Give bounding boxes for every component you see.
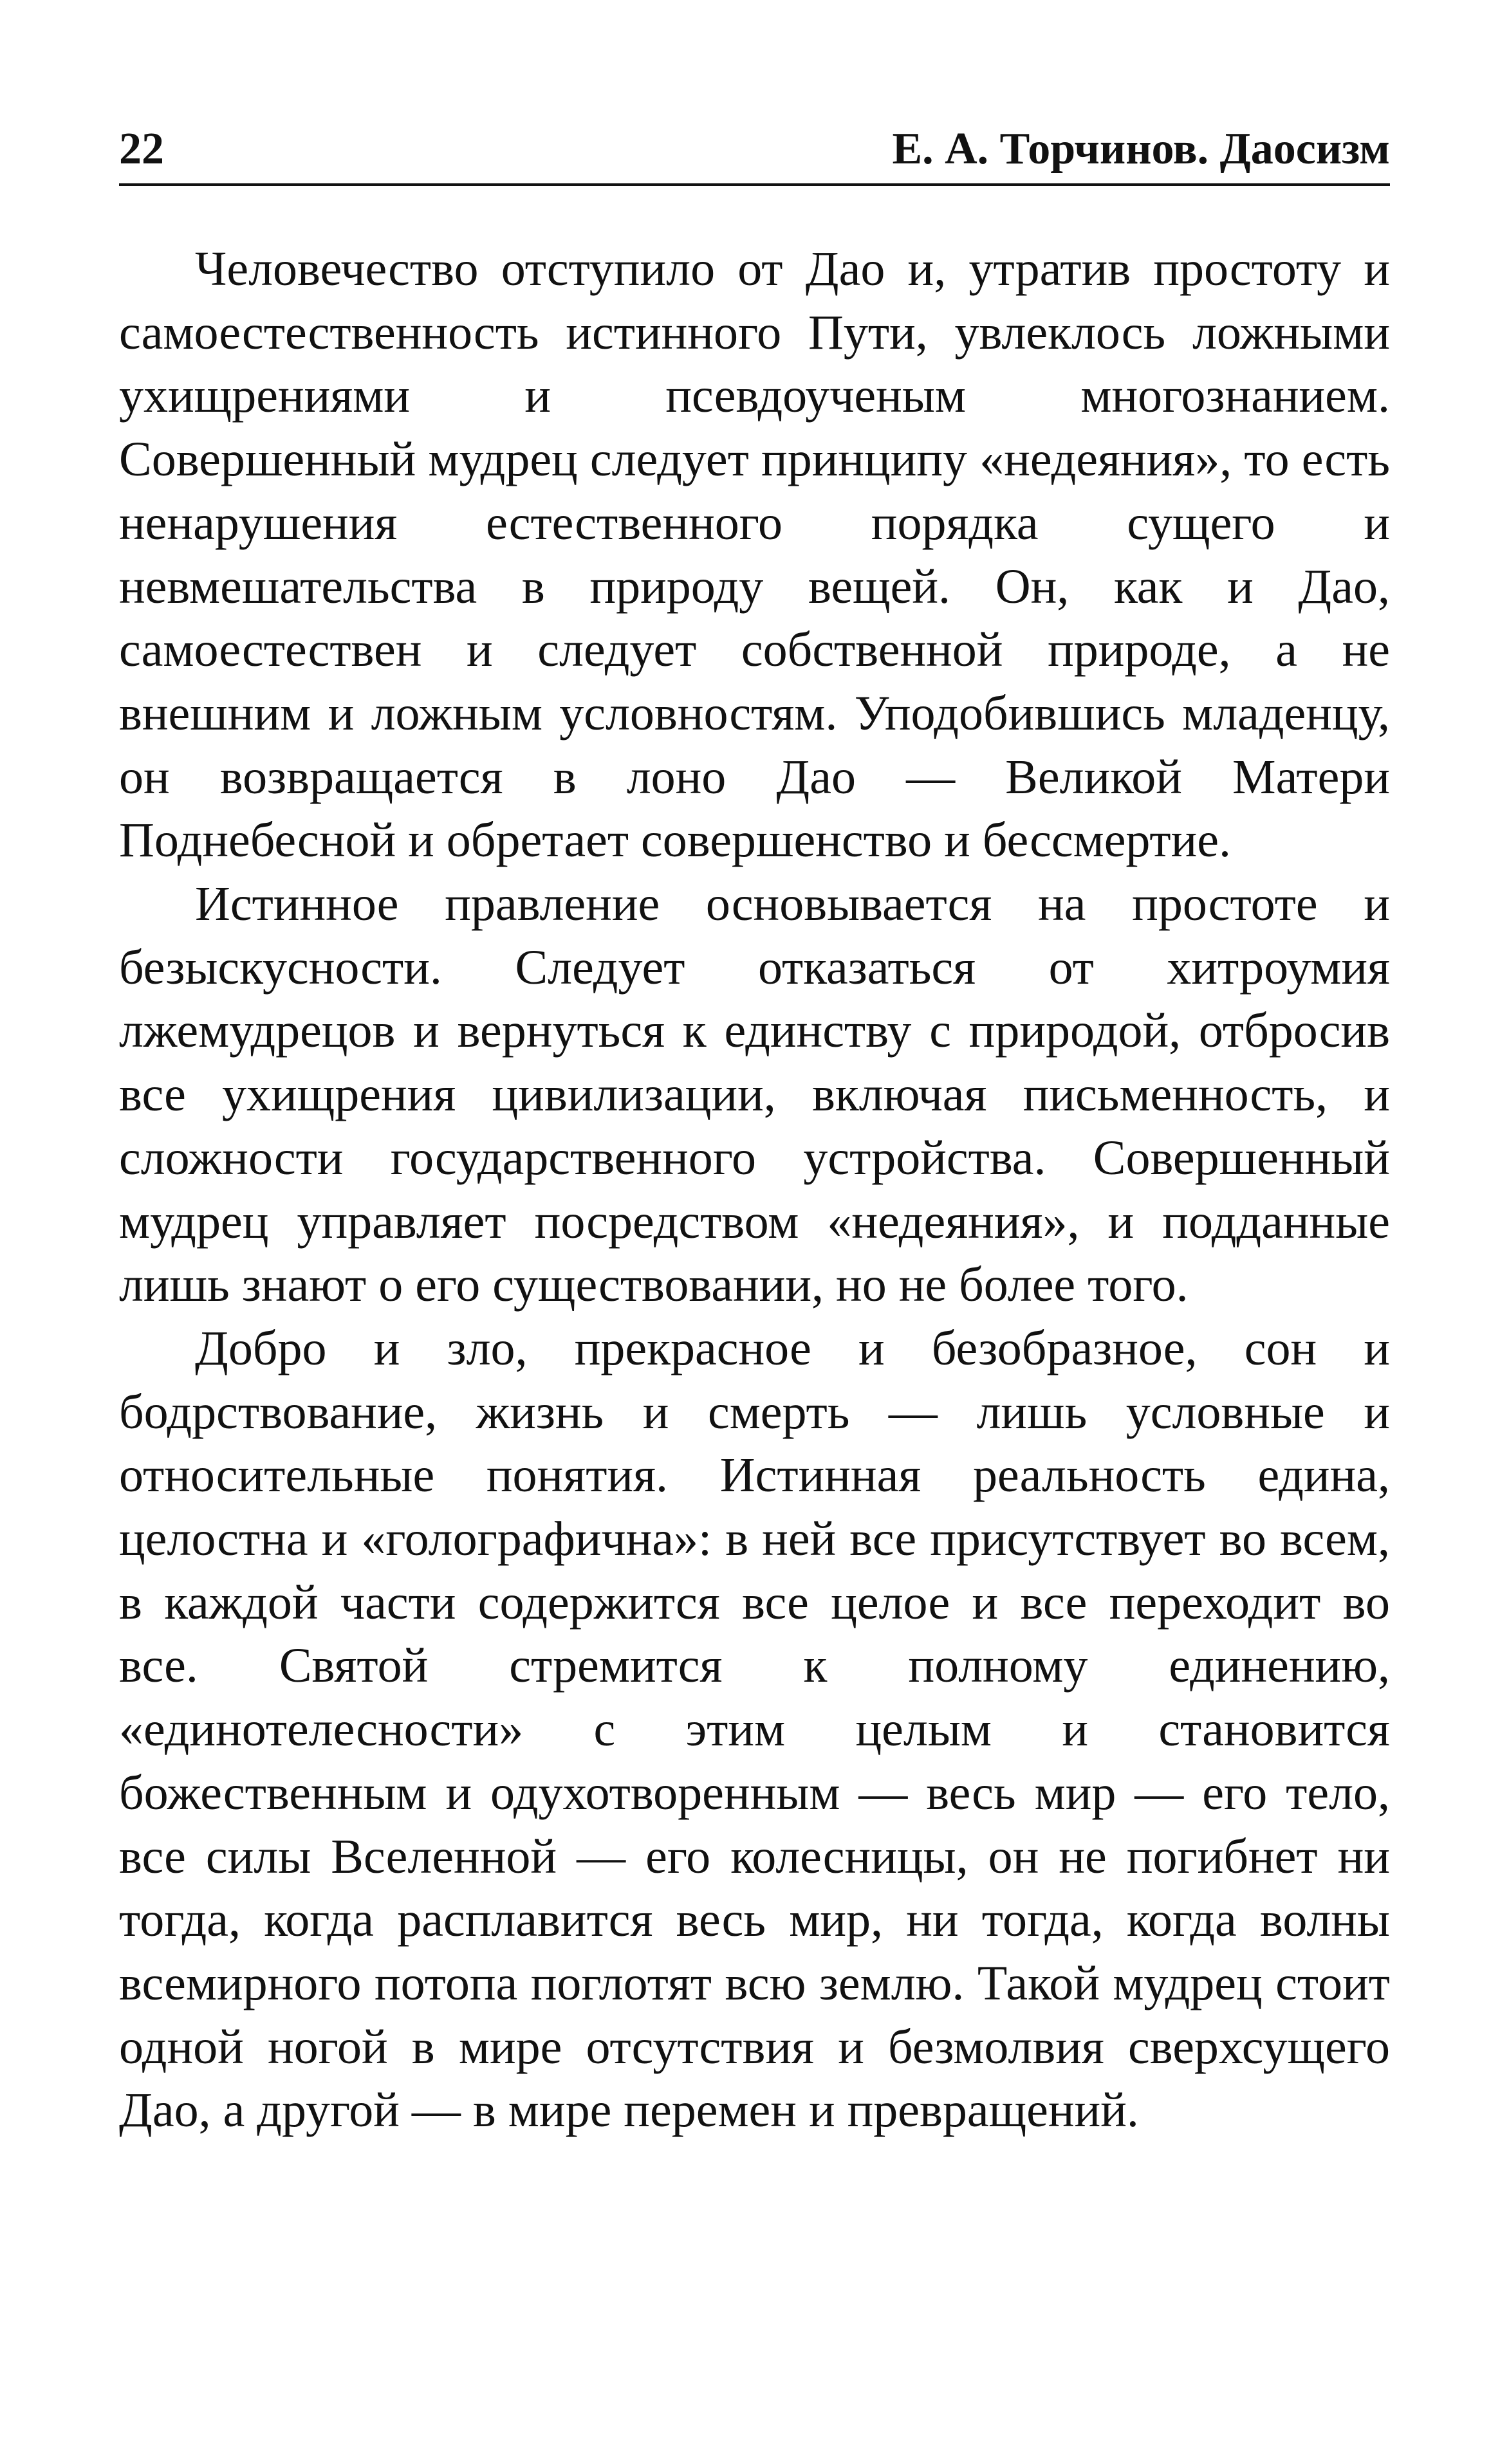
paragraph-3: Добро и зло, прекрасное и безобразное, сон и бодрствование, жизнь и смерть — лишь условные и относительные понятия. Истинная реальность едина, целостна и «голографична»: в ней все присутствует во всем, в каждой части содержится все целое и все переходит во все. Святой стремится к полному единению, «единотелесности» с этим целым и становится божественным и одухотворенным — весь мир — его тело, все силы Вселенной — его колесницы, он не погибнет ни тогда, когда расплавится весь мир, ни тогда, когда волны всемирного потопа поглотят всю землю. Такой мудрец стоит одной ногой в мире отсутствия и безмолвия сверхсущего Дао, а другой — в мире перемен и превращений. — [119, 1321, 1390, 2138]
body-text — [119, 237, 1390, 2142]
paragraph-2: Истинное правление основывается на простоте и безыскусности. Следует отказаться от хитроумия лжемудрецов и вернуться к единству с природой, отбросив все ухищрения цивилизации, включая письменность, и сложности государственного устройства. Совершенный мудрец управляет посредством «недеяния», и подданные лишь знают о его существовании, но не более того. — [119, 877, 1390, 1312]
running-title: Е. А. Торчинов. Даосизм — [892, 124, 1390, 174]
running-header — [119, 103, 1390, 186]
page-number: 22 — [119, 124, 164, 174]
paragraph-1: Человечество отступило от Дао и, утратив простоту и самоестественность истинного Пути, увлеклось ложными ухищрениями и псевдоученым многознанием. Совершенный мудрец следует принципу «недеяния», то есть ненарушения естественного порядка сущего и невмешательства в природу вещей. Он, как и Дао, самоестествен и следует собственной природе, а не внешним и ложным условностям. Уподобившись младенцу, он возвращается в лоно Дао — Великой Матери Поднебесной и обретает совершенство и бессмертие. — [119, 242, 1390, 868]
book-page — [119, 103, 1390, 2393]
